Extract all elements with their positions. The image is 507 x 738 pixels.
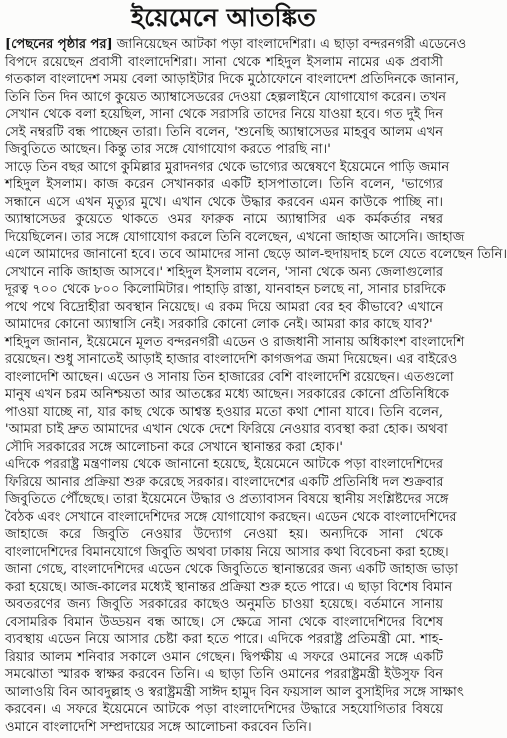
text-line: বেসামরিক বিমান উড্ডয়ন বন্ধ আছে। সে ক্ষেত্রে সানা থেকে বাংলাদেশিদের বিশেষ: [5, 614, 443, 630]
text-line: বাংলাদেশিদের বিমানযোগে জিবুতি অথবা ঢাকায় নিয়ে আসার কথা বিবেচনা করা হচ্ছে।: [5, 544, 449, 560]
text-line: দিয়েছিলেন। তার সঙ্গে যোগাযোগ করলে তিনি বলেছেন, এখনো জাহাজ আসেনি। জাহাজ: [5, 229, 465, 245]
text-line: সেখান থেকে বলা হয়েছিল, সানা থেকে সরাসরি তাদের নিয়ে যাওয়া হবে। গত দুই দিন: [5, 107, 443, 122]
text-line: তিনি তিন দিন আগে কুয়েত অ্যাম্বাসেডরের দেওয়া হেল্পলাইনে যোগাযোগ করেন। তখন: [5, 89, 447, 105]
text-line: শহিদুল জানান, ইয়েমেনে মূলত বন্দরনগরী এডেন ও রাজধানী সানায় অধিকাংশ বাংলাদেশি: [5, 334, 465, 350]
article-paragraph: [5, 334, 465, 457]
text-line: পাওয়া যাচ্ছে না, যার কাছ থেকে আশ্বস্ত হওয়ার মতো কথা শোনা যাবে। তিনি বলেন,: [5, 404, 443, 420]
text-line: করবেন। এ সফরে ইয়েমেনে আটকে পড়া বাংলাদেশিদের উদ্ধারে সহযোগিতার বিষয়ে: [5, 702, 443, 717]
text-line: পথে পথে বিদ্রোহীরা অবস্থান নিয়েছে। এ রকম দিয়ে আমরা বের হব কীভাবে? এখানে: [5, 299, 443, 315]
text-line: সমঝোতা স্মারক স্বাক্ষর করবেন তিনি। এ ছাড়া তিনি ওমানের পররাষ্ট্রমন্ত্রী ইউসুফ বিন: [5, 667, 443, 682]
text-line: আমাদের কোনো অ্যাম্বাসি নেই। সরকারি কোনো লোক নেই। আমরা কার কাছে যাব?': [5, 317, 433, 332]
text-line: ওমানে বাংলাদেশি সম্প্রদায়ের সঙ্গে আলোচনা করবেন তিনি।: [5, 719, 312, 735]
text-line: অ্যাম্বাসেডর কুয়েতে থাকতে ওমর ফারুক নামে অ্যাম্বাসির এক কর্মকর্তার নম্বর: [5, 212, 443, 227]
text-line-content: জানিয়েছেন আটকা পড়া বাংলাদেশিরা। এ ছাড়া বন্দরনগরী এডেনেও: [116, 37, 467, 52]
text-line: সন্ধানে এসে এখন মৃত্যুর মুখে। এখান থেকে উদ্ধার করবেন এমন কাউকে পাচ্ছি না।: [5, 194, 443, 210]
article-paragraph: [5, 159, 507, 334]
text-line: বিপদে রয়েছেন প্রবাসী বাংলাদেশিরা। সানা থেকে শহিদুল ইসলাম নামের এক প্রবাসী: [5, 54, 443, 70]
article-paragraph: [5, 36, 467, 159]
text-line: সাড়ে তিন বছর আগে কুমিল্লার মুরাদনগর থেকে ভাগ্যের অন্বেষণে ইয়েমেনে পাড়ি জমান: [5, 159, 450, 175]
headline: ইয়েমেনে আতঙ্কিত: [131, 3, 316, 32]
text-line: সেই নম্বরটি বন্ধ পাচ্ছেন তারা। তিনি বলেন, 'শুনেছি অ্যাম্বাসেডর মাহবুব আলম এখন: [5, 124, 443, 140]
text-line: ব্যবস্থায় এডেন নিয়ে আসার চেষ্টা করা হতে পারে। এদিকে পররাষ্ট্র প্রতিমন্ত্রী মো. শাহ-: [5, 632, 443, 647]
text-line: অবতরণের জন্য জিবুতি সরকারের কাছেও অনুমতি চাওয়া হয়েছে। বর্তমানে সানায়: [5, 597, 443, 612]
text-line: সেখানে নাকি জাহাজ আসবে।' শহিদুল ইসলাম বলেন, 'সানা থেকে অন্য জেলাগুলোর: [5, 264, 443, 280]
article-body: [0, 36, 507, 736]
text-line: গতকাল বাংলাদেশ সময় বেলা আড়াইটার দিকে মুঠোফোনে বাংলাদেশ প্রতিদিনকে জানান,: [5, 72, 460, 87]
text-line: [5, 36, 467, 54]
text-line: রয়েছেন। শুধু সানাতেই আড়াই হাজার বাংলাদেশি কাগজপত্র জমা দিয়েছেন। এর বাইরেও: [5, 352, 458, 367]
text-line: বাংলাদেশি আছেন। এডেন ও সানায় তিন হাজারের বেশি বাংলাদেশি রয়েছেন। এতগুলো: [5, 369, 454, 385]
text-line: জানা গেছে, বাংলাদেশিদের এডেন থেকে জিবুতিতে স্থানান্তরের জন্য একটি জাহাজ ভাড়া: [5, 562, 458, 577]
text-line: সৌদি সরকারের সঙ্গে আলোচনা করে সেখানে স্থানান্তর করা হোক।': [5, 439, 343, 455]
text-line: এদিকে পররাষ্ট্র মন্ত্রণালয় থেকে জানানো হয়েছে, ইয়েমেনে আটকে পড়া বাংলাদেশিদের: [5, 457, 443, 472]
text-line: রিয়ার আলম শনিবার সকালে ওমান গেছেন। দ্বিপক্ষীয় এ সফরে ওমানের সঙ্গে একটি: [5, 649, 443, 665]
text-line: দূরত্ব ৭০০ থেকে ৮০০ কিলোমিটার। পাহাড়ি রাস্তা, যানবাহন চলছে না, সানার চারদিকে: [5, 282, 446, 297]
text-line: আলাওয়ি বিন আবদুল্লাহ ও স্বরাষ্ট্রমন্ত্রী সাঈদ হামুদ বিন ফয়সাল আল বুসাইদির সঙ্গে সাক্ষাৎ: [5, 684, 464, 700]
text-line: জাহাজে করে জিবুতি নেওয়ার উদ্যোগ নেওয়া হয়। অন্যদিকে সানা থেকে: [5, 527, 443, 542]
continuation-label: [পেছনের পৃষ্ঠার পর]: [5, 37, 113, 52]
article-paragraph: [5, 456, 464, 736]
text-line: এলে আমাদের জানানো হবে। তবে আমাদের সানা ছেড়ে আল-হুদায়দাহ চলে যেতে বলেছেন তিনি।: [5, 247, 507, 262]
text-line: জিবুতিতে পৌঁছেছে। তারা ইয়েমেনে উদ্ধার ও প্রত্যাবাসন বিষয়ে স্থানীয় সংশ্লিষ্টদের সঙ্গে: [5, 492, 449, 507]
text-line: 'আমরা চাই দ্রুত আমাদের এখান থেকে দেশে ফিরিয়ে নেওয়ার ব্যবস্থা করা হোক। অথবা: [5, 422, 448, 437]
text-line: বৈঠক এবং সেখানে বাংলাদেশিদের সঙ্গে যোগাযোগ করছেন। এডেন থেকে বাংলাদেশিদের: [5, 509, 457, 525]
text-line: শহিদুল ইসলাম। কাজ করেন সেখানকার একটি হাসপাতালে। তিনি বলেন, 'ভাগ্যের: [5, 177, 443, 192]
text-line: মানুষ এখন চরম অনিশ্চয়তা আর আতঙ্কের মধ্যে আছেন। সরকারের কোনো প্রতিনিধিকে: [5, 387, 449, 402]
text-line: করা হয়েছে। আজ-কালের মধ্যেই স্থানান্তর প্রক্রিয়া শুরু হতে পারে। এ ছাড়া বিশেষ বিমান: [5, 579, 453, 595]
text-line: জিবুতিতে আছেন। কিন্তু তার সঙ্গে যোগাযোগ করতে পারছি না।': [5, 142, 331, 157]
text-line: ফিরিয়ে আনার প্রক্রিয়া শুরু করেছে সরকার। বাংলাদেশের একটি প্রতিনিধি দল শুক্রবার: [5, 474, 444, 490]
